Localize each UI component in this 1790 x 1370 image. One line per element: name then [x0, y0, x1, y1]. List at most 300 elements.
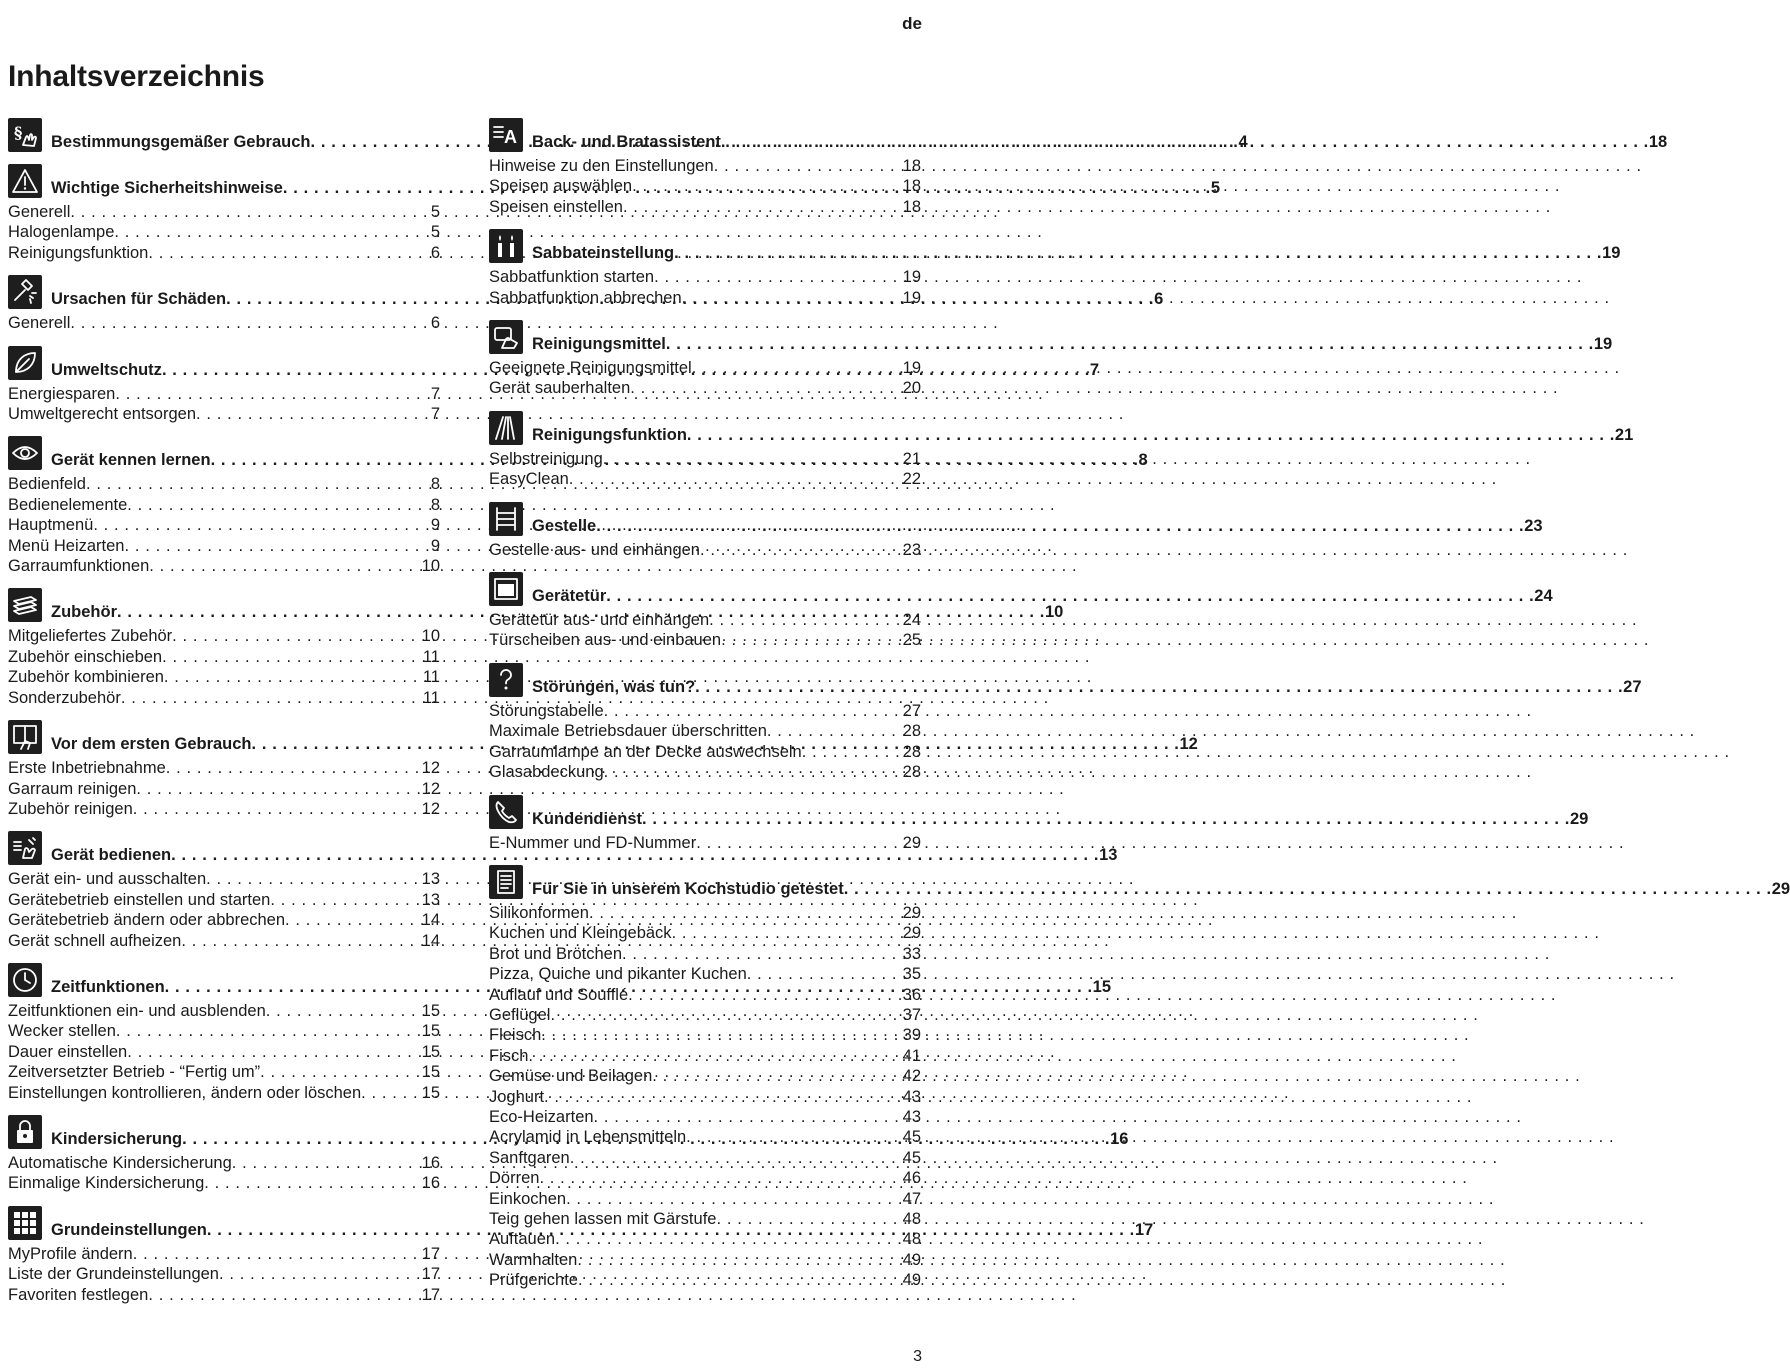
leader-dots — [596, 516, 1524, 536]
section-page-number: 4 — [1238, 133, 1248, 151]
section-title: Sabbateinstellung — [532, 244, 675, 263]
toc-entry[interactable] — [489, 469, 921, 489]
entry-label: Gerät sauberhalten — [489, 379, 631, 398]
manual-hand-icon — [8, 720, 42, 754]
toc-entry[interactable] — [489, 721, 921, 741]
question-icon — [489, 663, 523, 697]
leader-dots — [696, 833, 902, 853]
toc-entry[interactable] — [8, 890, 440, 910]
toc-entry[interactable] — [489, 288, 921, 308]
section-page-number: 29 — [1771, 879, 1790, 898]
leader-dots — [148, 1285, 421, 1305]
entry-label: Zubehör einschieben — [8, 647, 163, 666]
entry-label: E-Nummer und FD-Nummer — [489, 833, 697, 852]
toc-entry[interactable] — [8, 556, 440, 576]
entry-page-number: 10 — [421, 627, 440, 646]
entry-label: Geflügel — [489, 1005, 551, 1024]
entry-label: Halogenlampe — [8, 223, 115, 242]
section-header — [489, 227, 1621, 263]
section-page-number: 12 — [1179, 735, 1198, 754]
entry-page-number: 20 — [902, 379, 921, 398]
toc-section — [489, 409, 1634, 490]
leader-dots — [162, 647, 423, 667]
leader-dots — [686, 1127, 902, 1147]
toc-entry[interactable] — [8, 384, 440, 404]
toc-entry[interactable] — [489, 1127, 921, 1147]
entry-label: Generell — [8, 203, 71, 221]
entry-label: Garraumlampe an der Decke auswechseln — [489, 742, 802, 761]
leader-dots — [127, 495, 431, 515]
entry-page-number: 47 — [902, 1189, 921, 1208]
leader-dots — [86, 474, 431, 494]
entry-label: Störungstabelle — [489, 701, 604, 720]
toc-entry[interactable] — [8, 474, 440, 494]
entry-page-number: 15 — [421, 1042, 440, 1061]
entry-label: Gerät ein- und ausschalten — [8, 870, 207, 889]
entry-page-number: 33 — [902, 944, 921, 963]
leader-dots — [844, 879, 1772, 899]
leader-dots — [93, 515, 431, 535]
page-title: Inhaltsverzeichnis — [8, 60, 265, 93]
entry-page-number: 19 — [902, 359, 921, 378]
toc-entry[interactable] — [489, 610, 921, 630]
entry-page-number: 18 — [902, 177, 921, 196]
entry-label: Dauer einstellen — [8, 1042, 128, 1061]
entry-label: Sonderzubehör — [8, 688, 121, 707]
entry-page-number: 13 — [421, 890, 440, 909]
document-icon — [489, 865, 523, 899]
entry-page-number: 5 — [430, 203, 440, 221]
leader-dots — [623, 197, 903, 217]
entry-page-number: 23 — [902, 540, 921, 559]
toc-entry[interactable] — [8, 779, 440, 799]
entry-label: Sabbatfunktion starten — [489, 268, 655, 287]
leader-dots — [802, 742, 903, 762]
entry-label: Joghurt — [489, 1087, 545, 1106]
entry-page-number: 43 — [902, 1107, 921, 1126]
section-title: Back- und Bratassistent — [532, 133, 721, 151]
leader-dots — [654, 267, 903, 287]
toc-entry[interactable] — [8, 1083, 440, 1103]
toc-entry[interactable] — [489, 1066, 921, 1086]
entry-label: Gerätebetrieb ändern oder abbrechen — [8, 911, 286, 930]
leader-dots — [270, 890, 421, 910]
leader-dots — [70, 313, 430, 333]
leader-dots — [164, 667, 423, 687]
leader-dots — [260, 1062, 422, 1082]
entry-label: Zeitfunktionen ein- und ausblenden — [8, 1001, 266, 1020]
section-header — [489, 318, 1613, 354]
entry-page-number: 28 — [902, 742, 921, 761]
toc-entry[interactable] — [489, 630, 921, 650]
section-title: Grundeinstellungen — [51, 1220, 207, 1239]
leader-dots — [577, 1250, 902, 1270]
toc-entry[interactable] — [8, 799, 440, 819]
hammer-damage-icon — [8, 275, 42, 309]
toc-entry[interactable] — [8, 1285, 440, 1305]
toc-entry[interactable] — [489, 156, 921, 176]
leader-dots — [70, 202, 430, 222]
section-title: Kundendienst — [532, 809, 642, 828]
leader-dots — [133, 1244, 422, 1264]
cleaning-hand-icon — [489, 320, 523, 354]
toc-entry[interactable] — [8, 202, 440, 222]
section-title: Zeitfunktionen — [51, 977, 165, 996]
entry-label: Umweltgerecht entsorgen — [8, 405, 197, 424]
entry-label: Reinigungsfunktion — [8, 243, 149, 262]
section-title: Gerät kennen lernen — [51, 451, 211, 470]
toc-entry[interactable] — [489, 701, 921, 721]
toc-entry[interactable] — [8, 1153, 440, 1173]
toc-entry[interactable] — [489, 964, 921, 984]
leader-dots — [544, 1087, 903, 1107]
toc-entry[interactable] — [489, 833, 921, 853]
section-title-entry[interactable] — [532, 243, 1620, 263]
leader-dots — [709, 610, 902, 630]
leader-dots — [721, 132, 1649, 152]
toc-entry[interactable] — [8, 931, 440, 951]
toc-entry[interactable] — [489, 985, 921, 1005]
entry-page-number: 11 — [422, 668, 440, 687]
section-page-number: 27 — [1623, 677, 1642, 696]
leader-dots — [682, 288, 903, 308]
leader-dots — [604, 701, 903, 721]
leader-dots — [133, 799, 422, 819]
section-title-entry[interactable] — [532, 586, 1553, 606]
section-title: Für Sie in unserem Kochstudio getestet — [532, 879, 844, 898]
entry-label: Fleisch — [489, 1026, 542, 1045]
entry-page-number: 14 — [421, 931, 440, 950]
entry-page-number: 19 — [902, 268, 921, 287]
section-page-number: 7 — [1089, 360, 1100, 379]
entry-label: Geeignete Reinigungsmittel — [489, 359, 692, 378]
leader-dots — [116, 1021, 422, 1041]
leader-dots — [206, 869, 422, 889]
section-title: Gestelle — [532, 516, 597, 535]
entry-label: Eco-Heizarten — [489, 1107, 594, 1126]
entry-page-number: 8 — [430, 495, 440, 514]
toc-entry[interactable] — [8, 1244, 440, 1264]
leader-dots — [603, 449, 903, 469]
section-title-entry[interactable] — [532, 677, 1642, 697]
toc-entry[interactable] — [489, 449, 921, 469]
leader-dots — [541, 1025, 902, 1045]
leader-dots — [528, 1046, 902, 1066]
entry-label: Türscheiben aus- und einbauen — [489, 631, 722, 650]
entry-label: Automatische Kindersicherung — [8, 1153, 232, 1172]
entry-page-number: 16 — [421, 1174, 440, 1193]
entry-label: Acrylamid in Lebensmitteln — [489, 1128, 687, 1147]
leader-dots — [700, 540, 903, 560]
leader-dots — [555, 1229, 903, 1249]
entry-page-number: 48 — [902, 1210, 921, 1228]
toc-entry[interactable] — [8, 626, 440, 646]
section-page-number: 24 — [1534, 587, 1553, 606]
phone-icon — [489, 795, 523, 829]
leader-dots — [148, 243, 430, 263]
leader-dots — [642, 809, 1570, 829]
entry-label: Gerätetür aus- und einhängen — [489, 611, 710, 630]
entry-page-number: 36 — [902, 985, 921, 1004]
leader-dots — [622, 944, 903, 964]
page-number: 3 — [913, 1348, 922, 1365]
entry-page-number: 7 — [430, 405, 440, 424]
entry-label: Brot und Brötchen — [489, 944, 622, 963]
toc-section — [489, 500, 1543, 560]
entry-page-number: 15 — [421, 1083, 440, 1102]
section-title: Wichtige Sicherheitshinweise — [51, 179, 283, 197]
section-page-number: 16 — [1110, 1129, 1129, 1148]
toc-entry[interactable] — [489, 742, 921, 762]
entry-page-number: 41 — [902, 1046, 921, 1065]
entry-label: Auflauf und Soufflé — [489, 985, 629, 1004]
toc-entry[interactable] — [8, 910, 440, 930]
entry-label: Menü Heizarten — [8, 536, 125, 555]
leader-dots — [181, 931, 421, 951]
toc-entry[interactable] — [8, 688, 440, 708]
leader-dots — [361, 1083, 421, 1103]
toc-entry[interactable] — [8, 1021, 440, 1041]
toc-entry[interactable] — [489, 1148, 921, 1168]
clock-icon — [8, 963, 42, 997]
entry-page-number: 18 — [902, 197, 921, 216]
section-header — [489, 863, 1790, 899]
entry-label: Einmalige Kindersicherung — [8, 1174, 205, 1193]
toc-entry[interactable] — [8, 1062, 440, 1082]
section-page-number: 5 — [1210, 179, 1221, 197]
entry-page-number: 11 — [422, 647, 440, 666]
entry-page-number: 17 — [421, 1265, 440, 1284]
entry-page-number: 12 — [421, 799, 440, 818]
toc-entry[interactable] — [489, 903, 921, 923]
toc-entry[interactable] — [8, 495, 440, 515]
section-title: Umweltschutz — [51, 360, 162, 379]
entry-label: Speisen auswählen — [489, 177, 633, 196]
leader-dots — [674, 243, 1602, 263]
toc-entry[interactable] — [8, 758, 440, 778]
section-title: Gerät bedienen — [51, 846, 172, 865]
operate-hand-icon — [8, 831, 42, 865]
toc-entry[interactable] — [489, 358, 921, 378]
toc-entry[interactable] — [8, 515, 440, 535]
section-page-number: 10 — [1044, 603, 1064, 622]
leaf-icon — [8, 346, 42, 380]
entry-label: Silikonformen — [489, 903, 589, 922]
toc-entry[interactable] — [489, 378, 921, 398]
entry-page-number: 45 — [902, 1148, 921, 1167]
entry-page-number: 19 — [902, 288, 921, 307]
leader-dots — [721, 630, 903, 650]
entry-page-number: 27 — [902, 701, 921, 720]
section-page-number: 8 — [1138, 451, 1148, 470]
entry-page-number: 15 — [421, 1022, 440, 1041]
toc-entry[interactable] — [8, 222, 440, 242]
entry-page-number: 11 — [422, 688, 440, 707]
toc-entry[interactable] — [8, 667, 440, 687]
entry-page-number: 15 — [421, 1001, 440, 1020]
entry-page-number: 29 — [902, 903, 921, 922]
leader-dots — [121, 688, 423, 708]
entry-label: Bedienelemente — [8, 495, 128, 514]
section-title-entry[interactable] — [532, 334, 1612, 354]
leader-dots — [714, 156, 903, 176]
toc-entry[interactable] — [489, 1087, 921, 1107]
leader-dots — [604, 762, 903, 782]
warning-icon — [8, 164, 42, 198]
entry-label: Kuchen und Kleingebäck — [489, 924, 672, 943]
leader-dots — [266, 1001, 422, 1021]
leader-dots — [136, 779, 421, 799]
entry-page-number: 35 — [902, 965, 921, 984]
leader-dots — [589, 903, 903, 923]
toc-entry[interactable] — [489, 1168, 921, 1188]
toc-entry[interactable] — [8, 869, 440, 889]
toc-section — [489, 116, 1668, 217]
svg-text:A: A — [504, 127, 517, 147]
toc-entry[interactable] — [8, 1042, 440, 1062]
leader-dots — [550, 1005, 902, 1025]
toc-entry[interactable] — [489, 1005, 921, 1025]
entry-page-number: 18 — [902, 157, 921, 175]
toc-entry[interactable] — [8, 313, 440, 333]
entry-label: Selbstreinigung — [489, 449, 603, 468]
toc-entry[interactable] — [8, 1264, 440, 1284]
leader-dots — [630, 378, 902, 398]
bestimmungsgemaess-icon — [8, 118, 42, 152]
section-page-number: 6 — [1154, 290, 1164, 309]
toc-entry[interactable] — [489, 197, 921, 217]
entry-page-number: 16 — [421, 1153, 440, 1172]
section-title: Bestimmungsgemäßer Gebrauch — [51, 133, 311, 151]
toc-entry[interactable] — [489, 1189, 921, 1209]
leader-dots — [666, 334, 1594, 354]
toc-entry[interactable] — [489, 1107, 921, 1127]
section-title: Reinigungsfunktion — [532, 425, 687, 444]
leader-dots — [767, 721, 903, 741]
entry-label: Dörren — [489, 1169, 540, 1188]
section-title-entry[interactable] — [532, 809, 1588, 829]
entry-page-number: 28 — [902, 763, 921, 782]
toc-entry[interactable] — [489, 267, 921, 287]
entry-label: Pizza, Quiche und pikanter Kuchen — [489, 965, 747, 984]
toc-entry[interactable] — [489, 1046, 921, 1066]
section-title: Zubehör — [51, 603, 117, 622]
entry-label: Zubehör kombinieren — [8, 668, 164, 687]
leader-dots — [566, 1189, 903, 1209]
entry-page-number: 37 — [902, 1005, 921, 1024]
toc-entry[interactable] — [8, 243, 440, 263]
leader-dots — [232, 1153, 422, 1173]
toc-entry[interactable] — [8, 647, 440, 667]
toc-entry[interactable] — [489, 762, 921, 782]
toc-entry[interactable] — [489, 923, 921, 943]
entry-page-number: 9 — [430, 516, 440, 535]
toc-entry[interactable] — [489, 176, 921, 196]
toc-section — [489, 318, 1613, 399]
entry-label: Warmhalten — [489, 1250, 578, 1269]
entry-label: Hinweise zu den Einstellungen — [489, 157, 714, 175]
entry-label: Wecker stellen — [8, 1022, 116, 1041]
toc-entry[interactable] — [489, 1250, 921, 1270]
toc-entry[interactable] — [8, 404, 440, 424]
entry-label: Mitgeliefertes Zubehör — [8, 627, 173, 646]
assistant-a-icon — [489, 118, 523, 152]
toc-entry[interactable] — [489, 1229, 921, 1249]
entry-page-number: 45 — [902, 1128, 921, 1147]
entry-label: MyProfile ändern — [8, 1244, 133, 1263]
section-page-number: 29 — [1569, 809, 1589, 828]
section-title: Kindersicherung — [51, 1129, 183, 1148]
toc-entry[interactable] — [489, 1025, 921, 1045]
oven-door-icon — [489, 572, 523, 606]
toc-entry[interactable] — [8, 1001, 440, 1021]
leader-dots — [747, 964, 903, 984]
toc-entry[interactable] — [8, 536, 440, 556]
leader-dots — [149, 556, 421, 576]
section-page-number: 17 — [1134, 1220, 1154, 1239]
entry-page-number: 14 — [421, 911, 440, 930]
entry-label: Liste der Grundeinstellungen — [8, 1265, 219, 1284]
entry-label: Gerätebetrieb einstellen und starten — [8, 890, 271, 909]
leader-dots — [672, 923, 903, 943]
toc-entry[interactable] — [489, 1209, 921, 1229]
entry-page-number: 46 — [902, 1169, 921, 1188]
entry-label: Garraum reinigen — [8, 779, 137, 798]
entry-page-number: 8 — [430, 475, 440, 494]
leader-dots — [570, 1148, 903, 1168]
leader-dots — [285, 910, 422, 930]
entry-page-number: 6 — [430, 314, 440, 333]
rack-icon — [489, 502, 523, 536]
lock-icon — [8, 1115, 42, 1149]
entry-label: Glasabdeckung — [489, 763, 604, 782]
toc-entry[interactable] — [489, 944, 921, 964]
section-title: Vor dem ersten Gebrauch — [51, 735, 252, 754]
section-header — [489, 570, 1553, 606]
leader-dots — [695, 677, 1623, 697]
entry-label: Garraumfunktionen — [8, 557, 150, 576]
toc-entry[interactable] — [489, 1270, 921, 1290]
section-header — [489, 793, 1589, 829]
toc-entry[interactable] — [489, 540, 921, 560]
section-title: Reinigungsmittel — [532, 335, 666, 354]
section-page-number: 13 — [1099, 846, 1118, 865]
section-title-entry[interactable] — [532, 132, 1667, 152]
leader-dots — [166, 758, 422, 778]
entry-page-number: 29 — [902, 833, 921, 852]
grid-settings-icon — [8, 1206, 42, 1240]
leader-dots — [172, 626, 421, 646]
entry-label: Zeitversetzter Betrieb - “Fertig um” — [8, 1063, 261, 1082]
entry-page-number: 12 — [421, 779, 440, 798]
toc-entry[interactable] — [8, 1173, 440, 1193]
section-page-number: 18 — [1648, 133, 1668, 151]
section-title: Störungen, was tun? — [532, 677, 696, 696]
section-title-entry[interactable] — [532, 425, 1633, 445]
entry-label: Gerät schnell aufheizen — [8, 931, 182, 950]
leader-dots — [124, 536, 430, 556]
section-title-entry[interactable] — [532, 516, 1543, 536]
entry-page-number: 22 — [902, 470, 921, 489]
entry-label: EasyClean — [489, 470, 569, 489]
entry-page-number: 28 — [902, 722, 921, 741]
entry-label: Einkochen — [489, 1189, 567, 1208]
leader-dots — [716, 1209, 902, 1229]
entry-page-number: 48 — [902, 1230, 921, 1249]
entry-label: Bedienfeld — [8, 475, 86, 494]
section-title-entry[interactable] — [532, 879, 1790, 899]
entry-label: Fisch — [489, 1046, 529, 1065]
